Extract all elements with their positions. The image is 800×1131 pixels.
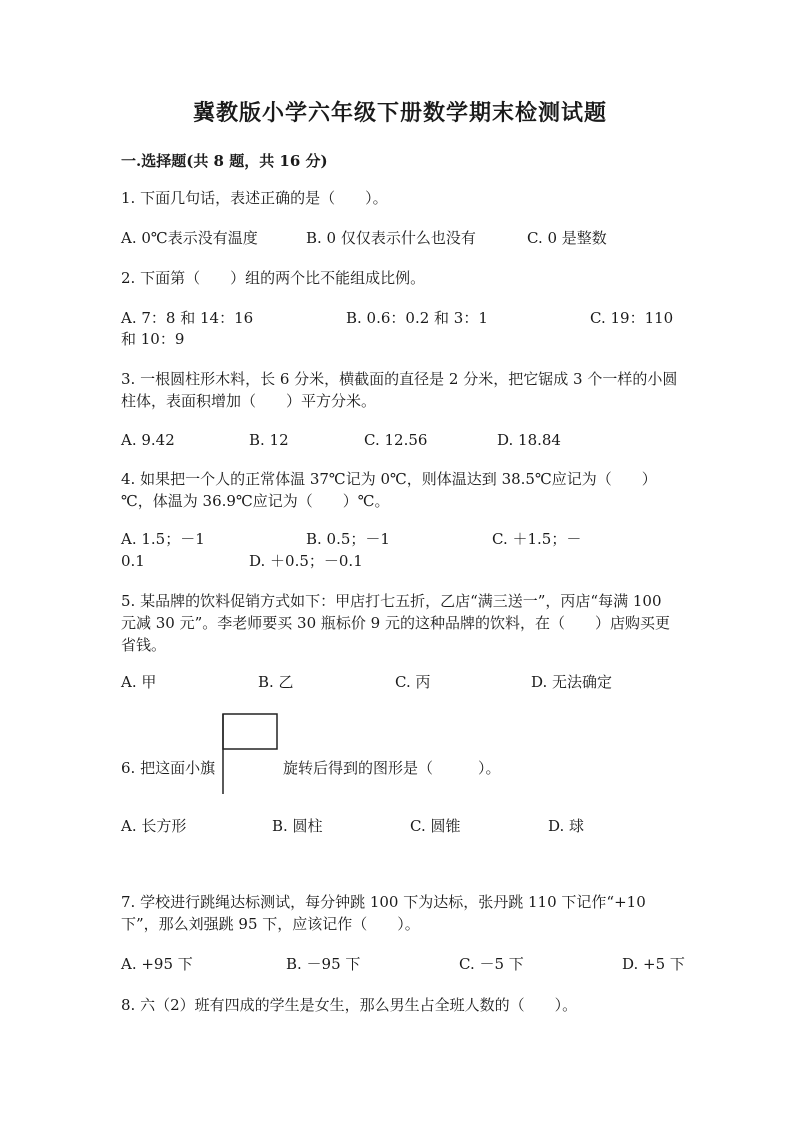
q3-option-d: D. 18.84 bbox=[497, 431, 561, 449]
q5-option-a: A. 甲 bbox=[121, 673, 157, 691]
question-7: 7. 学校进行跳绳达标测试，每分钟跳 100 下为达标，张丹跳 110 下记作“+10 下”，那么刘强跳 95 下，应该记作（ ）。 bbox=[121, 893, 646, 933]
question-5: 5. 某品牌的饮料促销方式如下：甲店打七五折，乙店“满三送一”，丙店“每满 100 元减 30 元”。李老师要买 30 瓶标价 9 元的这种品牌的饮料，在（ ）店购买更省钱。 bbox=[121, 592, 670, 654]
q4-option-a: A. 1.5；－1 bbox=[121, 530, 205, 548]
q5-option-d: D. 无法确定 bbox=[531, 673, 613, 691]
q7-option-d: D. +5 下 bbox=[622, 955, 685, 973]
question-2: 2. 下面第（ ）组的两个比不能组成比例。 bbox=[121, 269, 426, 287]
q6-option-a: A. 长方形 bbox=[121, 817, 187, 835]
q6-option-c: C. 圆锥 bbox=[410, 817, 461, 835]
q4-option-b: B. 0.5；－1 bbox=[306, 530, 390, 548]
question-6-end: 旋转后得到的图形是（ ）。 bbox=[283, 759, 501, 777]
q2-option-c: C. 19：110 bbox=[590, 309, 674, 327]
question-4: 4. 如果把一个人的正常体温 37℃记为 0℃，则体温达到 38.5℃应记为（ ）℃，体温为 36.9℃应记为（ ）℃。 bbox=[121, 470, 657, 510]
section-heading: 一.选择题(共 8 题，共 16 分) bbox=[121, 152, 328, 170]
q7-option-c: C. －5 下 bbox=[459, 955, 524, 973]
q1-option-a: A. 0℃表示没有温度 bbox=[121, 229, 258, 247]
question-1: 1. 下面几句话，表述正确的是（ ）。 bbox=[121, 189, 388, 207]
q5-option-b: B. 乙 bbox=[258, 673, 294, 691]
page-title: 冀教版小学六年级下册数学期末检测试题 bbox=[192, 100, 607, 126]
q2-option-b: B. 0.6：0.2 和 3：1 bbox=[346, 309, 488, 327]
q3-option-b: B. 12 bbox=[249, 431, 289, 449]
question-8: 8. 六（2）班有四成的学生是女生，那么男生占全班人数的（ ）。 bbox=[121, 996, 578, 1014]
flag-figure bbox=[222, 713, 282, 795]
q7-option-a: A. +95 下 bbox=[121, 955, 193, 973]
question-3: 3. 一根圆柱形木料，长 6 分米，横截面的直径是 2 分米，把它锯成 3 个一样的小圆柱体，表面积增加（ ）平方分米。 bbox=[121, 370, 678, 410]
q2-option-c-continued: 和 10：9 bbox=[121, 330, 185, 348]
q5-option-c: C. 丙 bbox=[395, 673, 431, 691]
flag-banner bbox=[223, 714, 277, 749]
q3-option-c: C. 12.56 bbox=[364, 431, 428, 449]
question-6-start: 6. 把这面小旗 bbox=[121, 759, 216, 777]
q3-option-a: A. 9.42 bbox=[121, 431, 175, 449]
q7-option-b: B. －95 下 bbox=[286, 955, 361, 973]
q4-option-c-continued: 0.1 bbox=[121, 552, 145, 570]
q6-option-b: B. 圆柱 bbox=[272, 817, 323, 835]
q2-option-a: A. 7：8 和 14：16 bbox=[121, 309, 254, 327]
q1-option-c: C. 0 是整数 bbox=[527, 229, 607, 247]
q4-option-d: D. ＋0.5；－0.1 bbox=[249, 552, 363, 570]
q1-option-b: B. 0 仅仅表示什么也没有 bbox=[306, 229, 476, 247]
q6-option-d: D. 球 bbox=[548, 817, 585, 835]
q4-option-c: C. ＋1.5；－ bbox=[492, 530, 582, 548]
